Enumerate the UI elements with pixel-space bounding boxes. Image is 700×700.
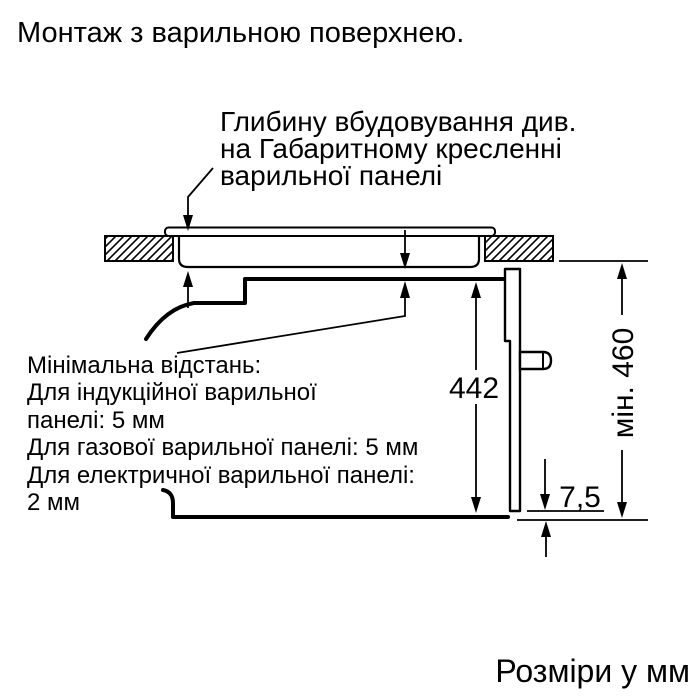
countertop-right-section <box>485 236 553 261</box>
depth-note-leader-line <box>188 168 213 216</box>
units-note: Розміри у мм <box>495 653 690 689</box>
dim-442-label: 442 <box>448 372 500 405</box>
min-distance-line-2: Для індукційної варильної <box>27 379 317 407</box>
page-title: Монтаж з варильною поверхнею. <box>17 17 465 49</box>
hob-top-lip <box>165 228 495 237</box>
min-distance-leader-line <box>177 298 405 353</box>
depth-note-line-1: Глибину вбудовування див. <box>220 106 577 137</box>
oven-front-panel <box>505 269 520 511</box>
left-gap-arrow-up-icon <box>183 271 193 287</box>
oven-knob <box>520 352 551 369</box>
hob-body-outline <box>179 234 479 267</box>
dim-75-arrow-down-icon <box>540 494 550 510</box>
min-distance-arrow-up-icon <box>400 281 410 298</box>
dim-460-arrow-down-icon <box>617 502 627 518</box>
dim-460-arrow-up-icon <box>617 263 627 279</box>
oven-top-outline <box>146 279 508 339</box>
dim-442-arrow-up-icon <box>471 282 481 298</box>
oven-bottom-outline <box>163 490 508 517</box>
countertop-left-section <box>105 236 173 261</box>
min-distance-line-1: Мінімальна відстань: <box>27 352 262 379</box>
dim-75-arrow-up-icon <box>541 521 551 537</box>
depth-note-line-2: на Габаритному кресленні <box>220 133 562 164</box>
min-distance-line-5: Для електричної варильної панелі: <box>27 461 415 489</box>
min-distance-line-4: Для газової варильної панелі: 5 мм <box>27 434 419 462</box>
dim-460-label: мін. 460 <box>607 327 640 439</box>
dim-75-label: 7,5 <box>559 481 601 514</box>
dim-442-arrow-down-icon <box>471 497 481 513</box>
depth-note-line-3: варильної панелі <box>220 160 443 191</box>
min-distance-line-6: 2 мм <box>27 489 81 517</box>
min-distance-line-3: панелі: 5 мм <box>27 406 165 434</box>
